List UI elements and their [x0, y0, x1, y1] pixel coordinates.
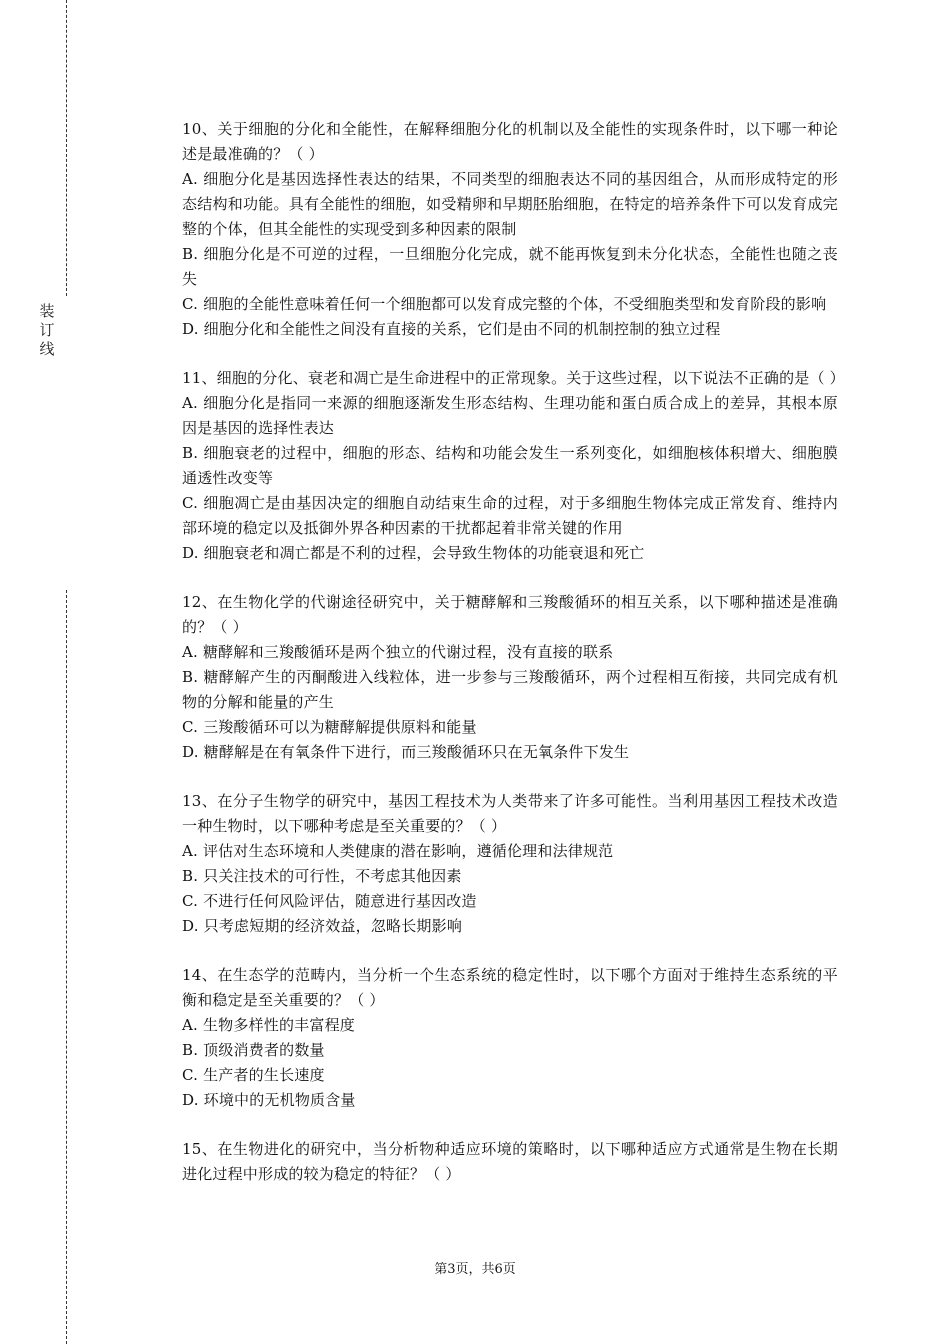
option-d: D. 细胞分化和全能性之间没有直接的关系，它们是由不同的机制控制的独立过程 [182, 320, 721, 338]
question-list [182, 117, 845, 1211]
question-12 [182, 590, 838, 765]
page-number: 第3页，共6页 [434, 1262, 516, 1277]
option-b: B. 糖酵解产生的丙酮酸进入线粒体，进一步参与三羧酸循环，两个过程相互衔接，共同完成有机物的分解和能量的产生 [182, 668, 838, 711]
option-d: D. 只考虑短期的经济效益，忽略长期影响 [182, 917, 463, 935]
binding-label: 装订线 [39, 302, 55, 358]
binding-dashed-line-bottom [66, 590, 67, 1344]
question-stem: 15、在生物进化的研究中，当分析物种适应环境的策略时，以下哪种适应方式通常是生物在长期进化过程中形成的较为稳定的特征？（ ） [182, 1140, 838, 1183]
option-d: D. 糖酵解是在有氧条件下进行，而三羧酸循环只在无氧条件下发生 [182, 743, 630, 761]
option-d: D. 细胞衰老和凋亡都是不利的过程，会导致生物体的功能衰退和死亡 [182, 544, 645, 562]
option-c: C. 细胞凋亡是由基因决定的细胞自动结束生命的过程，对于多细胞生物体完成正常发育、维持内部环境的稳定以及抵御外界各种因素的干扰都起着非常关键的作用 [182, 494, 838, 537]
question-10 [182, 117, 838, 342]
option-b: B. 只关注技术的可行性，不考虑其他因素 [182, 867, 462, 885]
question-stem: 10、关于细胞的分化和全能性，在解释细胞分化的机制以及全能性的实现条件时，以下哪一种论述是最准确的？（ ） [182, 120, 838, 163]
question-stem: 13、在分子生物学的研究中，基因工程技术为人类带来了许多可能性。当利用基因工程技术改造一种生物时，以下哪种考虑是至关重要的？（ ） [182, 792, 838, 835]
option-b: B. 细胞衰老的过程中，细胞的形态、结构和功能会发生一系列变化，如细胞核体积增大、细胞膜通透性改变等 [182, 444, 838, 487]
question-stem: 14、在生态学的范畴内，当分析一个生态系统的稳定性时，以下哪个方面对于维持生态系统的平衡和稳定是至关重要的？（ ） [182, 966, 838, 1009]
option-d: D. 环境中的无机物质含量 [182, 1091, 356, 1109]
option-c: C. 不进行任何风险评估，随意进行基因改造 [182, 892, 477, 910]
question-13 [182, 789, 838, 939]
option-b: B. 细胞分化是不可逆的过程，一旦细胞分化完成，就不能再恢复到未分化状态，全能性也随之丧失 [182, 245, 838, 288]
option-a: A. 细胞分化是指同一来源的细胞逐渐发生形态结构、生理功能和蛋白质合成上的差异，其根本原因是基因的选择性表达 [182, 394, 838, 437]
option-c: C. 细胞的全能性意味着任何一个细胞都可以发育成完整的个体，不受细胞类型和发育阶段的影响 [182, 295, 827, 313]
question-15 [182, 1137, 838, 1187]
binding-dashed-line-top [66, 0, 67, 296]
option-a: A. 糖酵解和三羧酸循环是两个独立的代谢过程，没有直接的联系 [182, 643, 614, 661]
option-a: A. 评估对生态环境和人类健康的潜在影响，遵循伦理和法律规范 [182, 842, 614, 860]
question-11 [182, 366, 845, 566]
option-b: B. 顶级消费者的数量 [182, 1041, 325, 1059]
option-a: A. 细胞分化是基因选择性表达的结果，不同类型的细胞表达不同的基因组合，从而形成特定的形态结构和功能。具有全能性的细胞，如受精卵和早期胚胎细胞，在特定的培养条件下可以发育成完整的个体，但其全能性的实现受到多种因素的限制 [182, 170, 838, 238]
question-stem: 11、细胞的分化、衰老和凋亡是生命进程中的正常现象。关于这些过程，以下说法不正确的是（ ） [182, 369, 845, 387]
option-c: C. 生产者的生长速度 [182, 1066, 325, 1084]
option-a: A. 生物多样性的丰富程度 [182, 1016, 355, 1034]
question-14 [182, 963, 838, 1113]
option-c: C. 三羧酸循环可以为糖酵解提供原料和能量 [182, 718, 477, 736]
question-stem: 12、在生物化学的代谢途径研究中，关于糖酵解和三羧酸循环的相互关系，以下哪种描述是准确的？（ ） [182, 593, 838, 636]
